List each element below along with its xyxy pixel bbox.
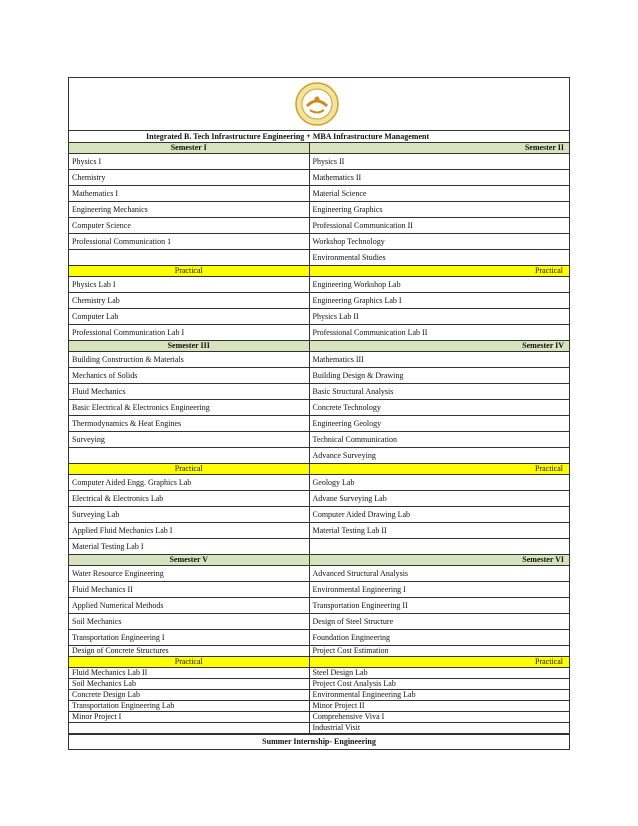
course-row — [69, 154, 569, 170]
course-row-right: Transportation Engineering II — [309, 598, 569, 614]
course-row — [69, 630, 569, 646]
practical-header-left: Practical — [69, 266, 309, 277]
lab-row-left: Computer Lab — [69, 309, 309, 325]
course-row — [69, 234, 569, 250]
lab-row-left: Professional Communication Lab I — [69, 325, 309, 341]
practical-header-left: Practical — [69, 464, 309, 475]
semester-header-right: Semester IV — [309, 341, 569, 352]
course-row-left: Transportation Engineering I — [69, 630, 309, 646]
course-row-right: Engineering Geology — [309, 416, 569, 432]
course-row-right: Basic Structural Analysis — [309, 384, 569, 400]
lab-row-left: Physics Lab I — [69, 277, 309, 293]
course-row-right: Engineering Graphics — [309, 202, 569, 218]
lab-row-right: Steel Design Lab — [309, 668, 569, 679]
course-row-right: Project Cost Estimation — [309, 646, 569, 657]
course-row — [69, 352, 569, 368]
logo-row — [69, 78, 569, 131]
lab-row — [69, 293, 569, 309]
course-row-left: Applied Numerical Methods — [69, 598, 309, 614]
course-row — [69, 646, 569, 657]
course-row — [69, 250, 569, 266]
lab-row — [69, 507, 569, 523]
course-row-left: Fluid Mechanics II — [69, 582, 309, 598]
course-row — [69, 416, 569, 432]
practical-header — [69, 464, 569, 475]
course-row-left: Design of Concrete Structures — [69, 646, 309, 657]
lab-row-right: Geology Lab — [309, 475, 569, 491]
course-row-left — [69, 448, 309, 464]
lab-row — [69, 491, 569, 507]
course-row-left: Soil Mechanics — [69, 614, 309, 630]
lab-row-right: Material Testing Lab II — [309, 523, 569, 539]
course-row-left: Water Resource Engineering — [69, 566, 309, 582]
course-row — [69, 186, 569, 202]
lab-row — [69, 277, 569, 293]
course-row — [69, 384, 569, 400]
lab-row-left: Chemistry Lab — [69, 293, 309, 309]
course-row-right: Physics II — [309, 154, 569, 170]
lab-row-left: Applied Fluid Mechanics Lab I — [69, 523, 309, 539]
semester-header — [69, 555, 569, 566]
course-row — [69, 170, 569, 186]
course-row-right: Design of Steel Structure — [309, 614, 569, 630]
course-row — [69, 582, 569, 598]
course-row-right: Mathematics II — [309, 170, 569, 186]
lab-row-left: Surveying Lab — [69, 507, 309, 523]
lab-row-left: Soil Mechanics Lab — [69, 679, 309, 690]
semester-header — [69, 143, 569, 154]
lab-row — [69, 523, 569, 539]
semester-header-right: Semester II — [309, 143, 569, 154]
semester-header-left: Semester III — [69, 341, 309, 352]
lab-row — [69, 309, 569, 325]
course-row-left: Mechanics of Solids — [69, 368, 309, 384]
lab-row-right: Project Cost Analysis Lab — [309, 679, 569, 690]
lab-row-right: Computer Aided Drawing Lab — [309, 507, 569, 523]
lab-row — [69, 475, 569, 491]
lab-row — [69, 712, 569, 723]
course-row-left: Professional Communication 1 — [69, 234, 309, 250]
semester-header-right: Semester VI — [309, 555, 569, 566]
course-row — [69, 614, 569, 630]
lab-row — [69, 723, 569, 734]
course-row-right: Foundation Engineering — [309, 630, 569, 646]
lab-row-right: Professional Communication Lab II — [309, 325, 569, 341]
lab-row-right: Comprehensive Viva I — [309, 712, 569, 723]
course-row-left: Computer Science — [69, 218, 309, 234]
lab-row — [69, 690, 569, 701]
lab-row-right: Environmental Engineering Lab — [309, 690, 569, 701]
lab-row-left — [69, 723, 309, 734]
practical-header-right: Practical — [309, 657, 569, 668]
document-title: Integrated B. Tech Infrastructure Engineering + MBA Infrastructure Management — [69, 131, 569, 143]
lab-row-left: Material Testing Lab I — [69, 539, 309, 555]
course-row-left: Thermodynamics & Heat Engines — [69, 416, 309, 432]
lab-row-right: Advane Surveying Lab — [309, 491, 569, 507]
semester-header — [69, 341, 569, 352]
lab-row — [69, 539, 569, 555]
course-row-right: Concrete Technology — [309, 400, 569, 416]
lab-row-right: Engineering Graphics Lab I — [309, 293, 569, 309]
practical-header — [69, 657, 569, 668]
course-row-left: Mathematics I — [69, 186, 309, 202]
course-row — [69, 218, 569, 234]
course-row-left: Building Construction & Materials — [69, 352, 309, 368]
course-row-left — [69, 250, 309, 266]
course-row-right: Technical Communication — [309, 432, 569, 448]
course-row-left: Surveying — [69, 432, 309, 448]
course-row — [69, 368, 569, 384]
lab-row-right: Physics Lab II — [309, 309, 569, 325]
lab-row-left: Fluid Mechanics Lab II — [69, 668, 309, 679]
lab-row — [69, 701, 569, 712]
lab-row-right: Industrial Visit — [309, 723, 569, 734]
university-seal-icon — [295, 82, 339, 126]
course-row — [69, 566, 569, 582]
lab-row-right: Engineering Workshop Lab — [309, 277, 569, 293]
practical-header — [69, 266, 569, 277]
lab-row-left: Computer Aided Engg. Graphics Lab — [69, 475, 309, 491]
course-row-right: Professional Communication II — [309, 218, 569, 234]
course-row-left: Basic Electrical & Electronics Engineering — [69, 400, 309, 416]
course-row-right: Material Science — [309, 186, 569, 202]
lab-row-left: Minor Project I — [69, 712, 309, 723]
course-row — [69, 598, 569, 614]
course-row-right: Advanced Structural Analysis — [309, 566, 569, 582]
lab-row-right: Minor Project II — [309, 701, 569, 712]
course-row-left: Fluid Mechanics — [69, 384, 309, 400]
course-row-right: Environmental Engineering I — [309, 582, 569, 598]
curriculum-document — [68, 77, 570, 750]
course-row — [69, 448, 569, 464]
practical-header-right: Practical — [309, 464, 569, 475]
course-row — [69, 202, 569, 218]
lab-row — [69, 668, 569, 679]
lab-row-right — [309, 539, 569, 555]
semester-header-left: Semester I — [69, 143, 309, 154]
course-row-left: Physics I — [69, 154, 309, 170]
footer-summer-internship: Summer Internship- Engineering — [69, 734, 569, 749]
course-row-right: Environmental Studies — [309, 250, 569, 266]
lab-row — [69, 325, 569, 341]
course-row-right: Workshop Technology — [309, 234, 569, 250]
lab-row-left: Transportation Engineering Lab — [69, 701, 309, 712]
lab-row — [69, 679, 569, 690]
lab-row-left: Electrical & Electronics Lab — [69, 491, 309, 507]
course-table — [69, 143, 569, 734]
lab-row-left: Concrete Design Lab — [69, 690, 309, 701]
practical-header-left: Practical — [69, 657, 309, 668]
course-row — [69, 432, 569, 448]
course-row-left: Engineering Mechanics — [69, 202, 309, 218]
course-row-left: Chemistry — [69, 170, 309, 186]
semester-header-left: Semester V — [69, 555, 309, 566]
course-row-right: Building Design & Drawing — [309, 368, 569, 384]
course-row-right: Advance Surveying — [309, 448, 569, 464]
practical-header-right: Practical — [309, 266, 569, 277]
course-row-right: Mathematics III — [309, 352, 569, 368]
course-row — [69, 400, 569, 416]
